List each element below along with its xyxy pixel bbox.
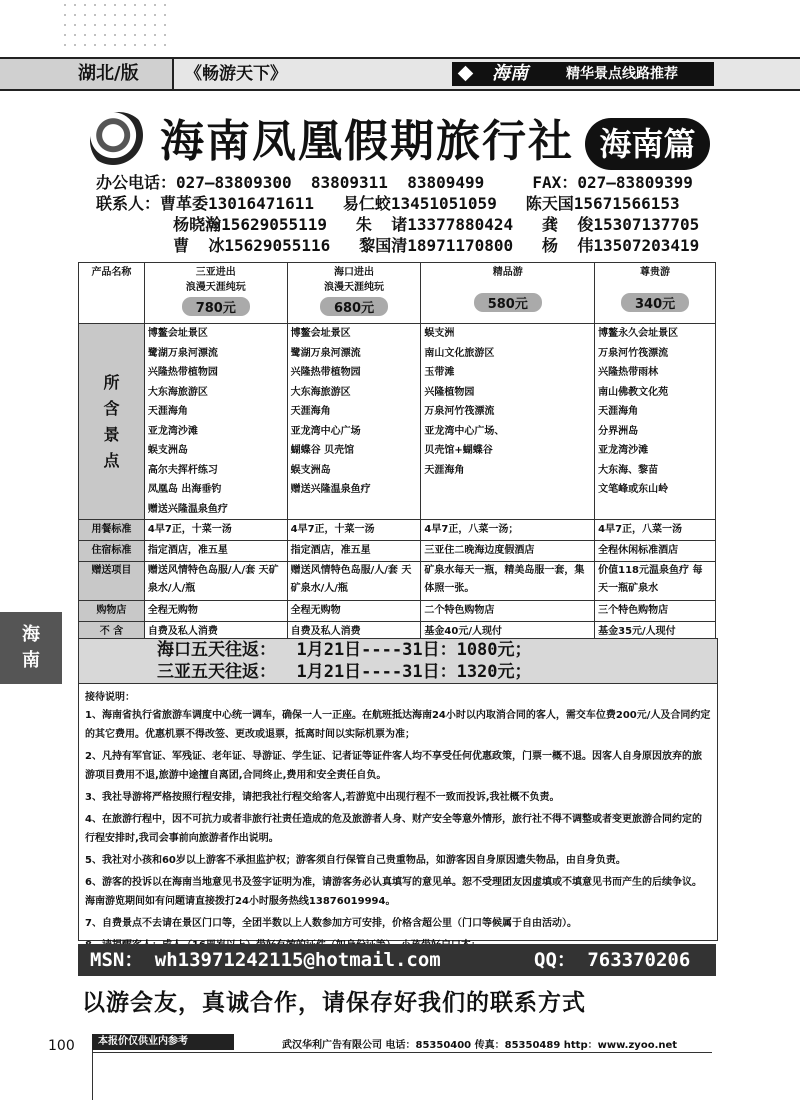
contact-line: 联系人：曹革委13016471611 易仁蛟13451051059 陈天国15671566153 bbox=[96, 194, 680, 213]
tour-schedule bbox=[78, 638, 718, 684]
note-item: 2、凡持有军官证、军残证、老年证、导游证、学生证、记者证等证件客人均不享受任何优惠政策，门票一概不退。因客人自身原因放弃的旅游项目费用不退,旅游中途擅自离团,合同终止,费用和安全责任自负。 bbox=[85, 751, 702, 781]
note-item: 4、在旅游行程中，因不可抗力或者非旅行社责任造成的危及旅游者人身、财产安全等意外情形，旅行社不得不调整或者变更旅游合同约定的行程安排时,我司会事前向旅游者作出说明。 bbox=[85, 814, 702, 844]
meal-row bbox=[79, 520, 716, 541]
divider bbox=[92, 1050, 93, 1100]
contact-line: 曹 冰15629055116 黎国清18971170800 杨 伟13507203419 bbox=[96, 236, 700, 255]
product-header: 三亚进出 浪漫天涯纯玩 780元 bbox=[144, 263, 287, 324]
footer bbox=[92, 1032, 712, 1053]
product-header: 尊贵游 340元 bbox=[595, 263, 716, 324]
header-bar bbox=[0, 57, 800, 91]
note-item: 7、自费景点不去请在景区门口等，全团半数以上人数参加方可安排，价格含超公里（门口等候属于自由活动）。 bbox=[85, 918, 577, 929]
table-cell: 价值118元温泉鱼疗 每天一瓶矿泉水 bbox=[595, 562, 716, 601]
msn-contact: MSN： wh13971242115@hotmail.com bbox=[90, 949, 441, 971]
hainan-logo-text: 海南 bbox=[492, 63, 528, 84]
product-header: 精品游 580元 bbox=[421, 263, 595, 324]
price-tag: 680元 bbox=[320, 297, 388, 316]
row-label: 不 含 bbox=[79, 622, 145, 643]
price-tag: 780元 bbox=[182, 297, 250, 316]
sites-row bbox=[79, 324, 716, 520]
row-label: 购物店 bbox=[79, 601, 145, 622]
price-tag: 580元 bbox=[474, 293, 542, 312]
table-cell: 指定酒店，准五星 bbox=[287, 541, 421, 562]
table-cell: 全程无购物 bbox=[287, 601, 421, 622]
table-cell: 4早7正，十菜一汤 bbox=[144, 520, 287, 541]
note-item: 1、海南省执行省旅游车调度中心统一调车，确保一人一正座。在航班抵达海南24小时以内取消合同的客人，需交车位费200元/人及合同约定的其它费用。优惠机票不得改签、更改或退票，抵离时间以实际机票为准； bbox=[85, 710, 711, 740]
sites-cell: 蜈支洲 南山文化旅游区 玉带滩 兴隆植物园 万泉河竹筏漂流 亚龙湾中心广场、 贝壳馆+蝴蝶谷 天涯海角 bbox=[421, 324, 595, 520]
msn-bar bbox=[78, 944, 716, 976]
footer-note: 本报价仅供业内参考 bbox=[92, 1034, 234, 1050]
sites-label: 所 含 景 点 bbox=[79, 324, 145, 520]
region-label: 湖北/版 bbox=[0, 59, 174, 89]
hotel-row bbox=[79, 541, 716, 562]
contact-line: 办公电话：027—83809300 83809311 83809499 FAX：027—83809399 bbox=[96, 173, 693, 192]
table-cell: 全程无购物 bbox=[144, 601, 287, 622]
shop-row bbox=[79, 601, 716, 622]
row-label: 赠送项目 bbox=[79, 562, 145, 601]
product-header: 海口进出 浪漫天涯纯玩 680元 bbox=[287, 263, 421, 324]
decorative-dots bbox=[60, 0, 170, 50]
notes-title: 接待说明： bbox=[85, 692, 135, 703]
note-item: 3、我社导游将严格按照行程安排，请把我社行程交给客人,若游览中出现行程不一致而投诉,我社概不负责。 bbox=[85, 792, 560, 803]
table-cell: 基金35元/人现付 bbox=[595, 622, 716, 643]
table-cell: 三个特色购物店 bbox=[595, 601, 716, 622]
table-cell: 矿泉水每天一瓶，精美岛服一套，集体照一张。 bbox=[421, 562, 595, 601]
table-cell: 赠送风情特色岛服/人/套 天矿泉水/人/瓶 bbox=[287, 562, 421, 601]
side-tab: 海 南 bbox=[0, 612, 62, 684]
tagline: 精华景点线路推荐 bbox=[566, 66, 678, 82]
tour-line: 三亚五天往返： 1月21日----31日：1320元； bbox=[157, 662, 532, 682]
gift-row bbox=[79, 562, 716, 601]
row-label: 用餐标准 bbox=[79, 520, 145, 541]
reception-notes bbox=[78, 682, 718, 941]
table-header-row bbox=[79, 263, 716, 324]
magazine-title: 《畅游天下》 bbox=[185, 64, 287, 84]
row-label: 住宿标准 bbox=[79, 541, 145, 562]
sites-cell: 博鳌永久会址景区 万泉河竹筏漂流 兴隆热带雨林 南山佛教文化苑 天涯海角 分界洲岛 亚龙湾沙滩 大东海、黎苗 文笔峰或东山岭 bbox=[595, 324, 716, 520]
table-cell: 4早7正，八菜一汤 bbox=[595, 520, 716, 541]
slogan: 以游会友，真诚合作，请保存好我们的联系方式 bbox=[82, 989, 586, 1016]
table-cell: 自费及私人消费 bbox=[287, 622, 421, 643]
note-item: 5、我社对小孩和60岁以上游客不承担监护权；游客须自行保管自己贵重物品，如游客因自身原因遗失物品，由自身负责。 bbox=[85, 855, 626, 866]
diamond-icon bbox=[458, 66, 474, 82]
header-label: 产品名称 bbox=[79, 263, 145, 324]
footer-info: 武汉华利广告有限公司 电话：85350400 传真：85350489 http：www.zyoo.net bbox=[282, 1040, 678, 1051]
contact-block bbox=[96, 172, 699, 256]
qq-contact: QQ： 763370206 bbox=[534, 949, 691, 971]
table-cell: 基金40元/人现付 bbox=[421, 622, 595, 643]
table-cell: 指定酒店，准五星 bbox=[144, 541, 287, 562]
contact-line: 杨晓瀚15629055119 朱 诸13377880424 龚 俊15307137705 bbox=[96, 215, 700, 234]
note-item: 6、游客的投诉以在海南当地意见书及签字证明为准，请游客务必认真填写的意见单。恕不受理团友因虚填或不填意见书而产生的后续争议。海南游览期间如有问题请直接拨打24小时服务热线13876019994。 bbox=[85, 877, 702, 907]
product-table bbox=[78, 262, 716, 643]
table-cell: 赠送风情特色岛服/人/套 天矿泉水/人/瓶 bbox=[144, 562, 287, 601]
sites-cell: 博鳌会址景区 鹭湖万泉河漂流 兴隆热带植物园 大东海旅游区 天涯海角 亚龙湾沙滩 蜈支洲岛 高尔夫挥杆练习 凤凰岛 出海垂钓 赠送兴隆温泉鱼疗 bbox=[144, 324, 287, 520]
table-cell: 4早7正，八菜一汤； bbox=[421, 520, 595, 541]
table-cell: 三亚住二晚海边度假酒店 bbox=[421, 541, 595, 562]
table-cell: 全程休闲标准酒店 bbox=[595, 541, 716, 562]
route-banner bbox=[452, 62, 714, 86]
table-cell: 4早7正，十菜一汤 bbox=[287, 520, 421, 541]
tour-line: 海口五天往返： 1月21日----31日：1080元； bbox=[157, 640, 532, 660]
agency-name: 海南凤凰假期旅行社 bbox=[160, 116, 574, 167]
page-number: 100 bbox=[48, 1038, 75, 1054]
table-cell: 自费及私人消费 bbox=[144, 622, 287, 643]
phoenix-logo-icon bbox=[90, 112, 148, 170]
hainan-badge: 海南篇 bbox=[585, 118, 710, 170]
sites-cell: 博鳌会址景区 鹭湖万泉河漂流 兴隆热带植物园 大东海旅游区 天涯海角 亚龙湾中心广场 蝴蝶谷 贝壳馆 蜈支洲岛 赠送兴隆温泉鱼疗 bbox=[287, 324, 421, 520]
table-cell: 二个特色购物店 bbox=[421, 601, 595, 622]
price-tag: 340元 bbox=[621, 293, 689, 312]
